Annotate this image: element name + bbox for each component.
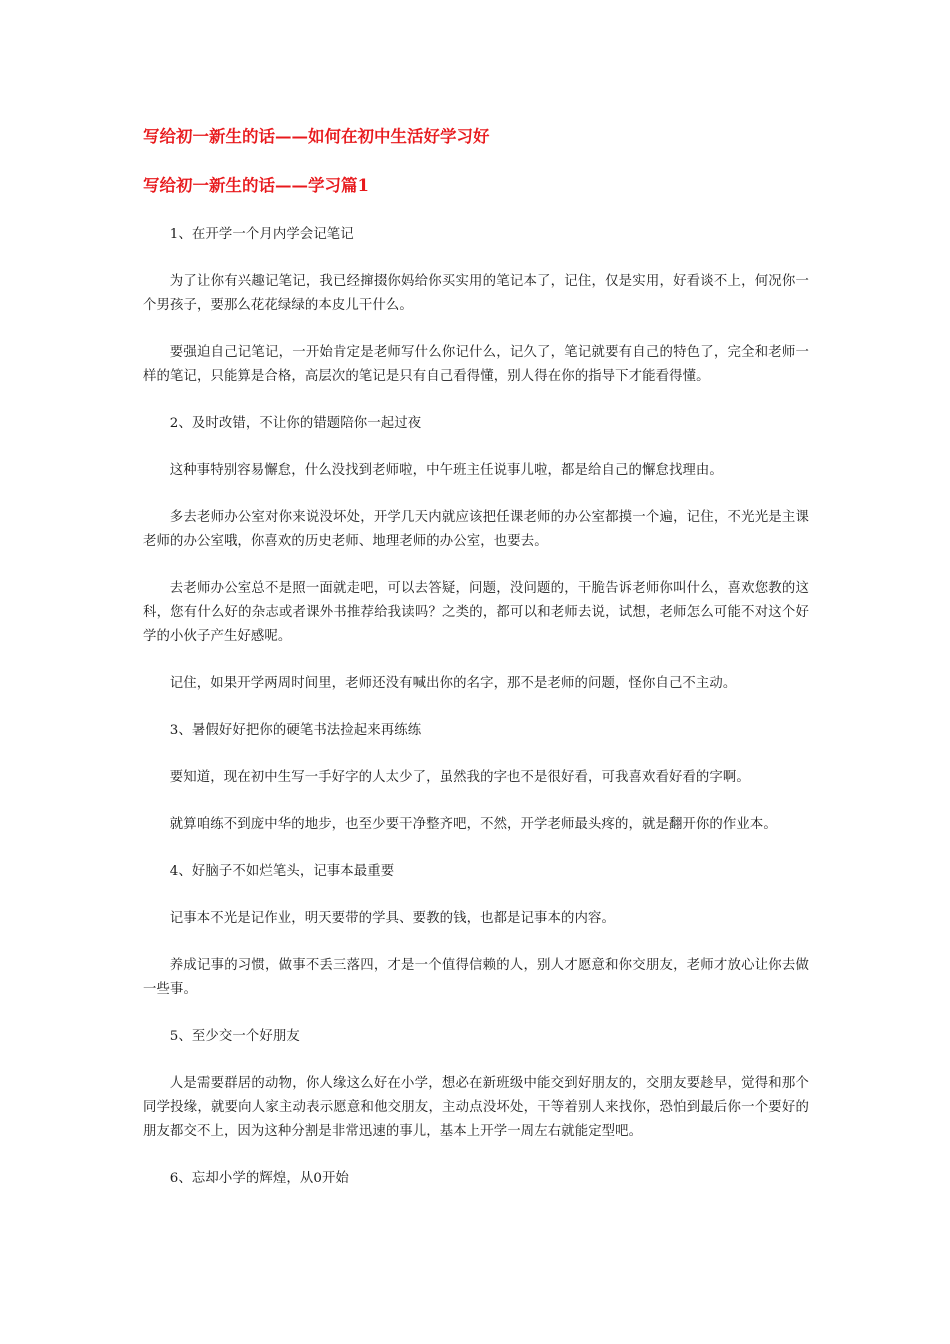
paragraph: 为了让你有兴趣记笔记，我已经撺掇你妈给你买实用的笔记本了，记住，仅是实用，好看谈不上，何况你一个男孩子，要那么花花绿绿的本皮儿干什么。 (143, 274, 809, 313)
paragraph: 人是需要群居的动物，你人缘这么好在小学，想必在新班级中能交到好朋友的，交朋友要趁早，觉得和那个同学投缘，就要向人家主动表示愿意和他交朋友，主动点没坏处，干等着别人来找你，恐怕到最后你一个要好的朋友都交不上，因为这种分割是非常迅速的事儿，基本上开学一周左右就能定型吧。 (143, 1076, 809, 1139)
heading-4: 4、好脑子不如烂笔头，记事本最重要 (169, 864, 395, 879)
heading-3: 3、暑假好好把你的硬笔书法捡起来再练练 (169, 723, 422, 738)
paragraph: 就算咱练不到庞中华的地步，也至少要干净整齐吧，不然，开学老师最头疼的，就是翻开你的作业本。 (169, 817, 777, 832)
document-title: 写给初一新生的话——如何在初中生活好学习好 (143, 127, 490, 146)
paragraph: 要知道，现在初中生写一手好字的人太少了，虽然我的字也不是很好看，可我喜欢看好看的字啊。 (169, 770, 750, 785)
paragraph: 记住，如果开学两周时间里，老师还没有喊出你的名字，那不是老师的问题，怪你自己不主动。 (169, 676, 737, 691)
heading-6: 6、忘却小学的辉煌，从0开始 (169, 1171, 349, 1186)
heading-5: 5、至少交一个好朋友 (169, 1029, 300, 1044)
heading-1: 1、在开学一个月内学会记笔记 (169, 227, 354, 242)
paragraph: 养成记事的习惯，做事不丢三落四，才是一个值得信赖的人，别人才愿意和你交朋友，老师才放心让你去做一些事。 (143, 958, 809, 997)
paragraph: 去老师办公室总不是照一面就走吧，可以去答疑，问题，没问题的，干脆告诉老师你叫什么，喜欢您教的这科，您有什么好的杂志或者课外书推荐给我读吗？之类的，都可以和老师去说，试想，老师怎么可能不对这个好学的小伙子产生好感呢。 (143, 581, 809, 644)
heading-2: 2、及时改错，不让你的错题陪你一起过夜 (169, 416, 422, 431)
paragraph: 要强迫自己记笔记，一开始肯定是老师写什么你记什么，记久了，笔记就要有自己的特色了，完全和老师一样的笔记，只能算是合格，高层次的笔记是只有自己看得懂，别人得在你的指导下才能看得懂。 (143, 345, 809, 384)
document-subtitle: 写给初一新生的话——学习篇1 (143, 176, 369, 195)
paragraph: 记事本不光是记作业，明天要带的学具、要教的钱，也都是记事本的内容。 (169, 911, 615, 926)
paragraph: 这种事特别容易懈怠，什么没找到老师啦，中午班主任说事儿啦，都是给自己的懈怠找理由。 (169, 463, 723, 478)
paragraph: 多去老师办公室对你来说没坏处，开学几天内就应该把任课老师的办公室都摸一个遍，记住，不光光是主课老师的办公室哦，你喜欢的历史老师、地理老师的办公室，也要去。 (143, 510, 809, 549)
document-page (143, 126, 809, 1214)
